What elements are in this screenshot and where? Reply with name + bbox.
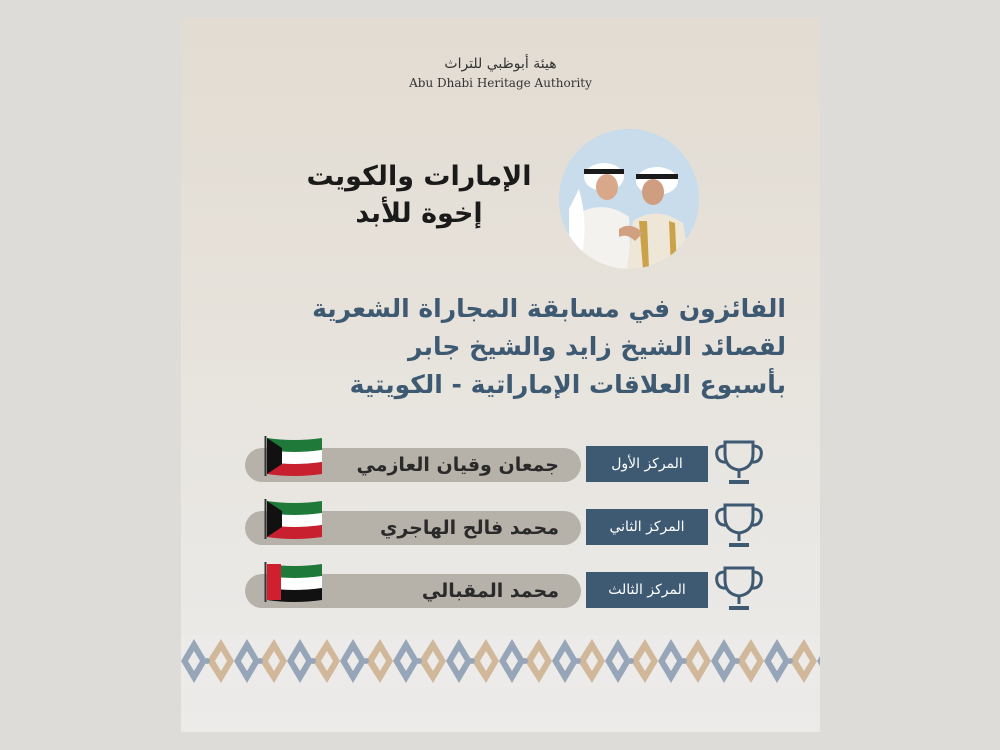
title-line-3: بأسبوع العلاقات الإماراتية - الكويتية	[349, 370, 786, 399]
org-name-arabic: هيئة أبوظبي للتراث	[444, 56, 557, 72]
trophy-icon	[711, 499, 766, 551]
rank-label: المركز الثاني	[586, 509, 708, 545]
winner-name: محمد فالح الهاجري	[379, 517, 559, 539]
leaders-photo-illustration	[559, 129, 699, 269]
poster	[181, 18, 820, 732]
trophy-icon	[711, 562, 766, 614]
winner-name: محمد المقبالي	[421, 580, 559, 602]
winner-row-second	[241, 499, 766, 551]
headline	[299, 158, 539, 232]
winner-row-third	[241, 562, 766, 614]
uae-flag-icon	[264, 562, 324, 602]
headline-line-1: الإمارات والكويت	[306, 161, 532, 192]
kuwait-flag-icon	[264, 499, 324, 539]
competition-title	[221, 290, 786, 404]
kuwait-flag-icon	[264, 436, 324, 476]
trophy-icon	[711, 436, 766, 488]
org-name-english: Abu Dhabi Heritage Authority	[409, 76, 592, 90]
rank-label: المركز الأول	[586, 446, 708, 482]
title-line-1: الفائزون في مسابقة المجاراة الشعرية	[312, 294, 786, 323]
rank-label: المركز الثالث	[586, 572, 708, 608]
decorative-ornament-band	[181, 635, 820, 687]
leaders-photo	[559, 129, 699, 269]
headline-line-2: إخوة للأبد	[355, 198, 483, 229]
title-line-2: لقصائد الشيخ زايد والشيخ جابر	[408, 332, 786, 361]
winner-row-first	[241, 436, 766, 488]
winner-name: جمعان وقيان العازمي	[356, 454, 559, 476]
